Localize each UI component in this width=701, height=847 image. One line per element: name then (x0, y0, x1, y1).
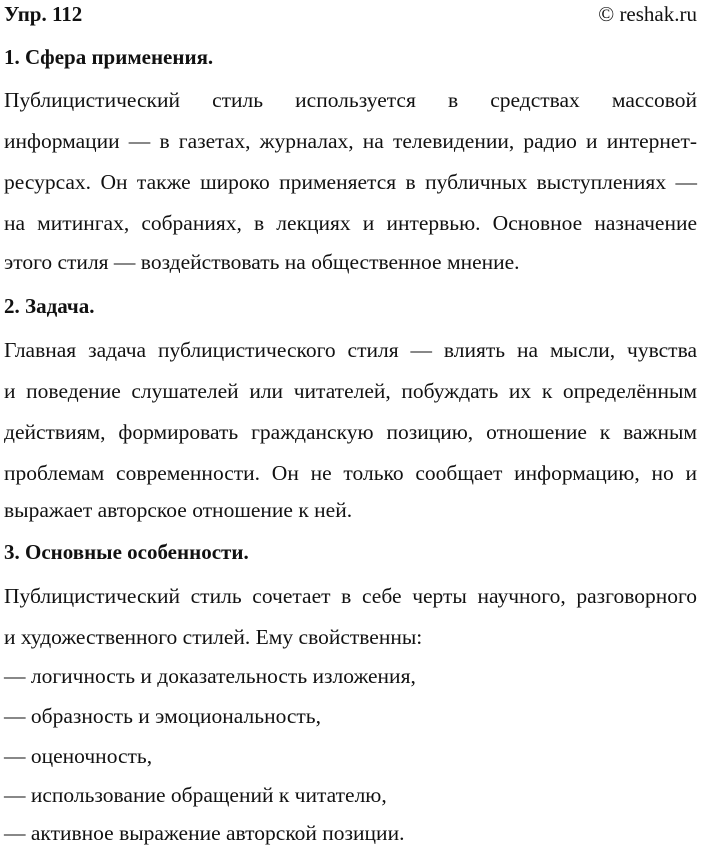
section-heading: 3. Основные особенности. (4, 540, 249, 564)
text-line: и художественного стилей. Ему свойственны: (4, 625, 423, 649)
text-line: проблемам современности. Он не только сообщает информацию, но и (4, 461, 697, 485)
text-line: выражает авторское отношение к ней. (4, 498, 353, 522)
exercise-title: Упр. 112 (4, 2, 83, 26)
text-line: Публицистический стиль сочетает в себе черты научного, разговорного (4, 584, 697, 608)
text-line: Публицистический стиль используется в средствах массовой (4, 88, 697, 112)
text-line: информации — в газетах, журналах, на телевидении, радио и интернет- (4, 129, 697, 153)
text-line: действиям, формировать гражданскую позицию, отношение к важным (4, 420, 697, 444)
section-heading: 2. Задача. (4, 294, 95, 318)
text-line: — образность и эмоциональность, (4, 704, 321, 728)
source-label: © reshak.ru (598, 2, 697, 26)
text-line: этого стиля — воздействовать на общественное мнение. (4, 250, 520, 274)
text-line: — логичность и доказательность изложения, (4, 664, 416, 688)
text-line: на митингах, собраниях, в лекциях и интервью. Основное назначение (4, 211, 697, 235)
text-line: — оценочность, (4, 744, 153, 768)
text-line: ресурсах. Он также широко применяется в публичных выступлениях — (4, 170, 697, 194)
page-header (4, 0, 697, 28)
text-line: и поведение слушателей или читателей, побуждать их к определённым (4, 379, 697, 403)
text-line: — активное выражение авторской позиции. (4, 821, 405, 845)
section-heading: 1. Сфера применения. (4, 45, 214, 69)
text-line: Главная задача публицистического стиля — влиять на мысли, чувства (4, 338, 697, 362)
text-line: — использование обращений к читателю, (4, 783, 387, 807)
